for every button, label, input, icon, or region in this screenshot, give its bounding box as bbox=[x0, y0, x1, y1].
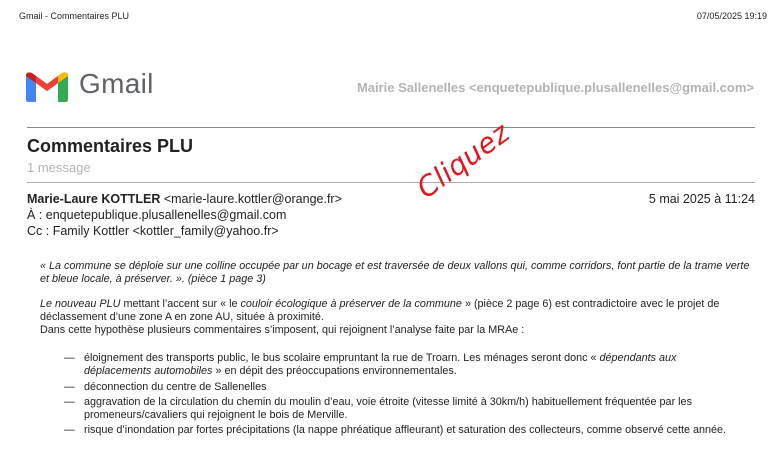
list-dash: — bbox=[64, 381, 75, 393]
list-dash: — bbox=[64, 352, 75, 364]
comment-list bbox=[64, 352, 744, 439]
body-quote: « La commune se déploie sur une colline occupée par un bocage et est traversée de deux vallons qui, comme corridors, font partie de la trame verte et bleue locale, à préserver. ». (pièce 1 page 3) bbox=[40, 260, 750, 285]
sender-name: Marie-Laure KOTTLER bbox=[27, 192, 161, 206]
list-emphasis: dépendants aux déplacements automobiles bbox=[84, 352, 677, 377]
body-emphasis: Le nouveau PLU bbox=[40, 298, 121, 310]
message-to: À : enquetepublique.plusallenelles@gmail.com bbox=[27, 208, 287, 222]
message-count: 1 message bbox=[27, 160, 91, 175]
list-dash: — bbox=[64, 424, 75, 436]
list-dash: — bbox=[64, 396, 75, 408]
body-emphasis: couloir écologique à préserver de la commune bbox=[240, 298, 462, 310]
list-text: éloignement des transports public, le bus scolaire empruntant la rue de Troarn. Les ménages seront donc « bbox=[84, 352, 600, 364]
sender-email[interactable]: <marie-laure.kottler@orange.fr> bbox=[163, 192, 342, 206]
list-item bbox=[64, 381, 744, 394]
message-cc: Cc : Family Kottler <kottler_family@yahoo.fr> bbox=[27, 224, 279, 238]
list-text: risque d’inondation par fortes précipitations (la nappe phréatique affleurant) et saturation des collecteurs, comme observé cette année. bbox=[84, 424, 726, 436]
list-text: » en dépit des préoccupations environnementales. bbox=[212, 365, 457, 377]
header-divider bbox=[27, 127, 755, 128]
gmail-m-icon bbox=[26, 70, 68, 102]
list-item bbox=[64, 424, 744, 437]
body-text-span: » (pièce 2 page 6) est contradictoire avec le projet de déclassement d’une zone A en zone AU, située à proximité. bbox=[40, 298, 720, 323]
list-item bbox=[64, 396, 744, 422]
list-item bbox=[64, 352, 744, 378]
message-date: 5 mai 2025 à 11:24 bbox=[648, 192, 755, 206]
print-header-timestamp: 07/05/2025 19:19 bbox=[696, 11, 767, 21]
body-text-span: mettant l’accent sur « le bbox=[120, 298, 241, 310]
list-text: aggravation de la circulation du chemin du moulin d’eau, voie étroite (vitesse limité à 30km/h) habituellement fréquentée par les promeneurs/cavaliers qui rejoignent le bois de Merville. bbox=[84, 396, 692, 421]
subject-divider bbox=[27, 182, 755, 183]
cliquez-annotation[interactable]: Cliquez bbox=[410, 115, 516, 205]
print-header-title: Gmail - Commentaires PLU bbox=[19, 11, 130, 21]
gmail-wordmark: Gmail bbox=[79, 68, 154, 99]
message-sender bbox=[27, 192, 342, 206]
list-text: déconnection du centre de Sallenelles bbox=[84, 381, 267, 393]
thread-subject: Commentaires PLU bbox=[27, 136, 194, 156]
print-header bbox=[0, 11, 781, 25]
body-text-span: Dans cette hypothèse plusieurs commentaires s’imposent, qui rejoignent l’analyse faite par la MRAe : bbox=[40, 324, 525, 336]
body-paragraph bbox=[40, 298, 750, 337]
account-header: Mairie Sallenelles <enquetepublique.plusallenelles@gmail.com> bbox=[356, 80, 754, 95]
